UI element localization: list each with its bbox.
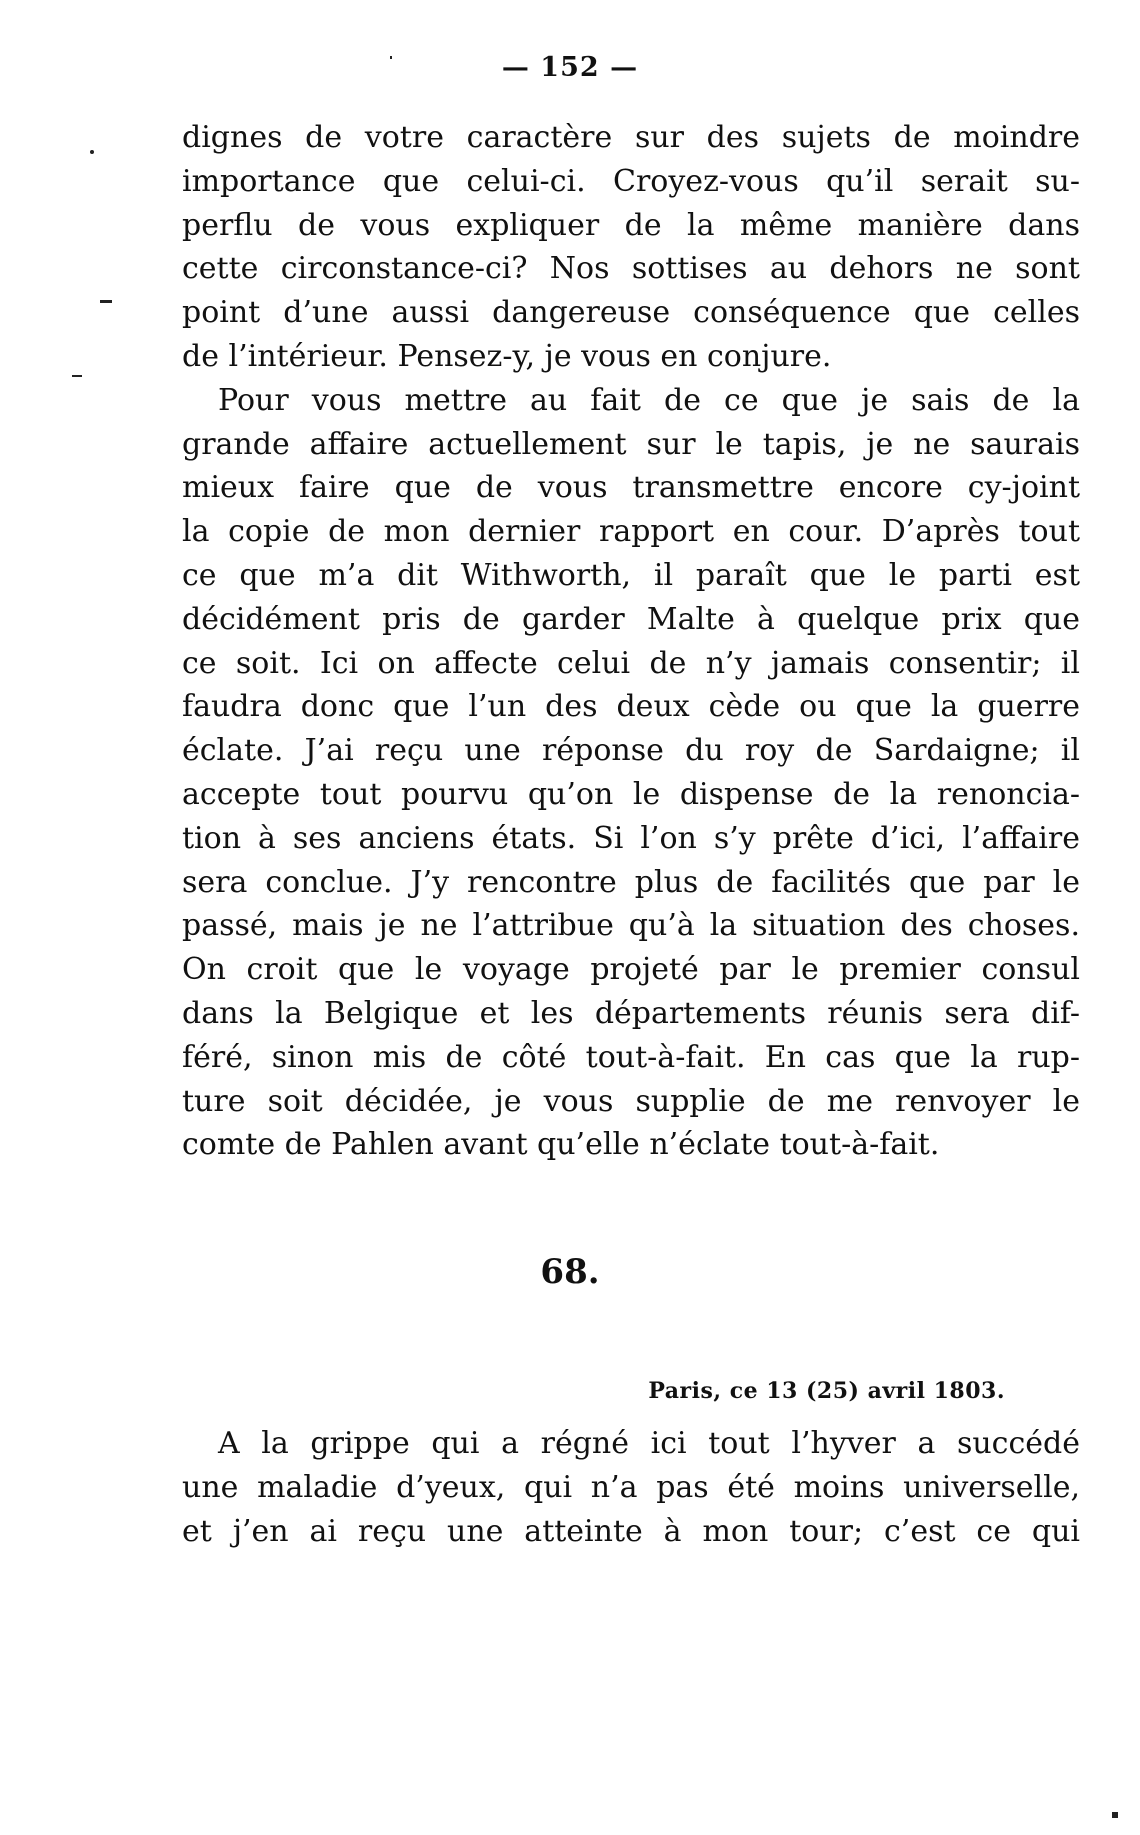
scan-speck (90, 150, 94, 154)
text-line: passé, mais je ne l’attribue qu’à la situation des choses. (182, 908, 1080, 944)
scan-speck (72, 375, 82, 377)
text-line: A la grippe qui a régné ici tout l’hyver a succédé (218, 1426, 1080, 1461)
text-line: ce que m’a dit Withworth, il paraît que le parti est (182, 557, 1080, 593)
scan-speck (390, 56, 392, 59)
text-line: cette circonstance-ci? Nos sottises au dehors ne sont (182, 251, 1080, 287)
text-line: ce soit. Ici on affecte celui de n’y jamais consentir; il (182, 645, 1080, 681)
text-line: une maladie d’yeux, qui n’a pas été moins universelle, (182, 1469, 1080, 1505)
text-line: dans la Belgique et les départements réunis sera dif- (182, 995, 1080, 1031)
text-line: grande affaire actuellement sur le tapis, je ne saurais (182, 426, 1080, 462)
text-line: éclate. J’ai reçu une réponse du roy de Sardaigne; il (182, 733, 1080, 769)
text-line: Pour vous mettre au fait de ce que je sais de la (218, 382, 1080, 418)
text-line: de l’intérieur. Pensez-y, je vous en conjure. (182, 338, 832, 374)
text-line: sera conclue. J’y rencontre plus de facilités que par le (182, 864, 1080, 900)
text-line: la copie de mon dernier rapport en cour. D’après tout (182, 514, 1080, 550)
scan-speck (1112, 1812, 1118, 1818)
letter-body-text (182, 1422, 1080, 1553)
text-line: faudra donc que l’un des deux cède ou que la guerre (182, 689, 1080, 725)
text-line: et j’en ai reçu une atteinte à mon tour; c’est ce qui (182, 1513, 1080, 1549)
text-line: ture soit décidée, je vous supplie de me renvoyer le (182, 1083, 1080, 1119)
text-line: accepte tout pourvu qu’on le dispense de la renoncia- (182, 776, 1080, 812)
text-line: point d’une aussi dangereuse conséquence que celles (182, 295, 1080, 331)
text-line: dignes de votre caractère sur des sujets de moindre (182, 120, 1080, 155)
text-line: perflu de vous expliquer de la même manière dans (182, 207, 1080, 243)
scan-speck (100, 300, 112, 303)
text-line: décidément pris de garder Malte à quelque prix que (182, 601, 1080, 637)
text-line: comte de Pahlen avant qu’elle n’éclate tout-à-fait. (182, 1127, 940, 1163)
letter-continuation-text (182, 116, 1080, 1167)
letter-number-heading: 68. (540, 1252, 600, 1292)
text-line: féré, sinon mis de côté tout-à-fait. En cas que la rup- (182, 1039, 1080, 1075)
page-number: — 152 — (501, 52, 639, 83)
text-line: tion à ses anciens états. Si l’on s’y prête d’ici, l’affaire (182, 820, 1080, 856)
letter-dateline: Paris, ce 13 (25) avril 1803. (648, 1378, 1005, 1404)
text-line: mieux faire que de vous transmettre encore cy-joint (182, 470, 1080, 506)
text-line: importance que celui-ci. Croyez-vous qu’il serait su- (182, 163, 1080, 199)
text-line: On croit que le voyage projeté par le premier consul (182, 952, 1080, 988)
